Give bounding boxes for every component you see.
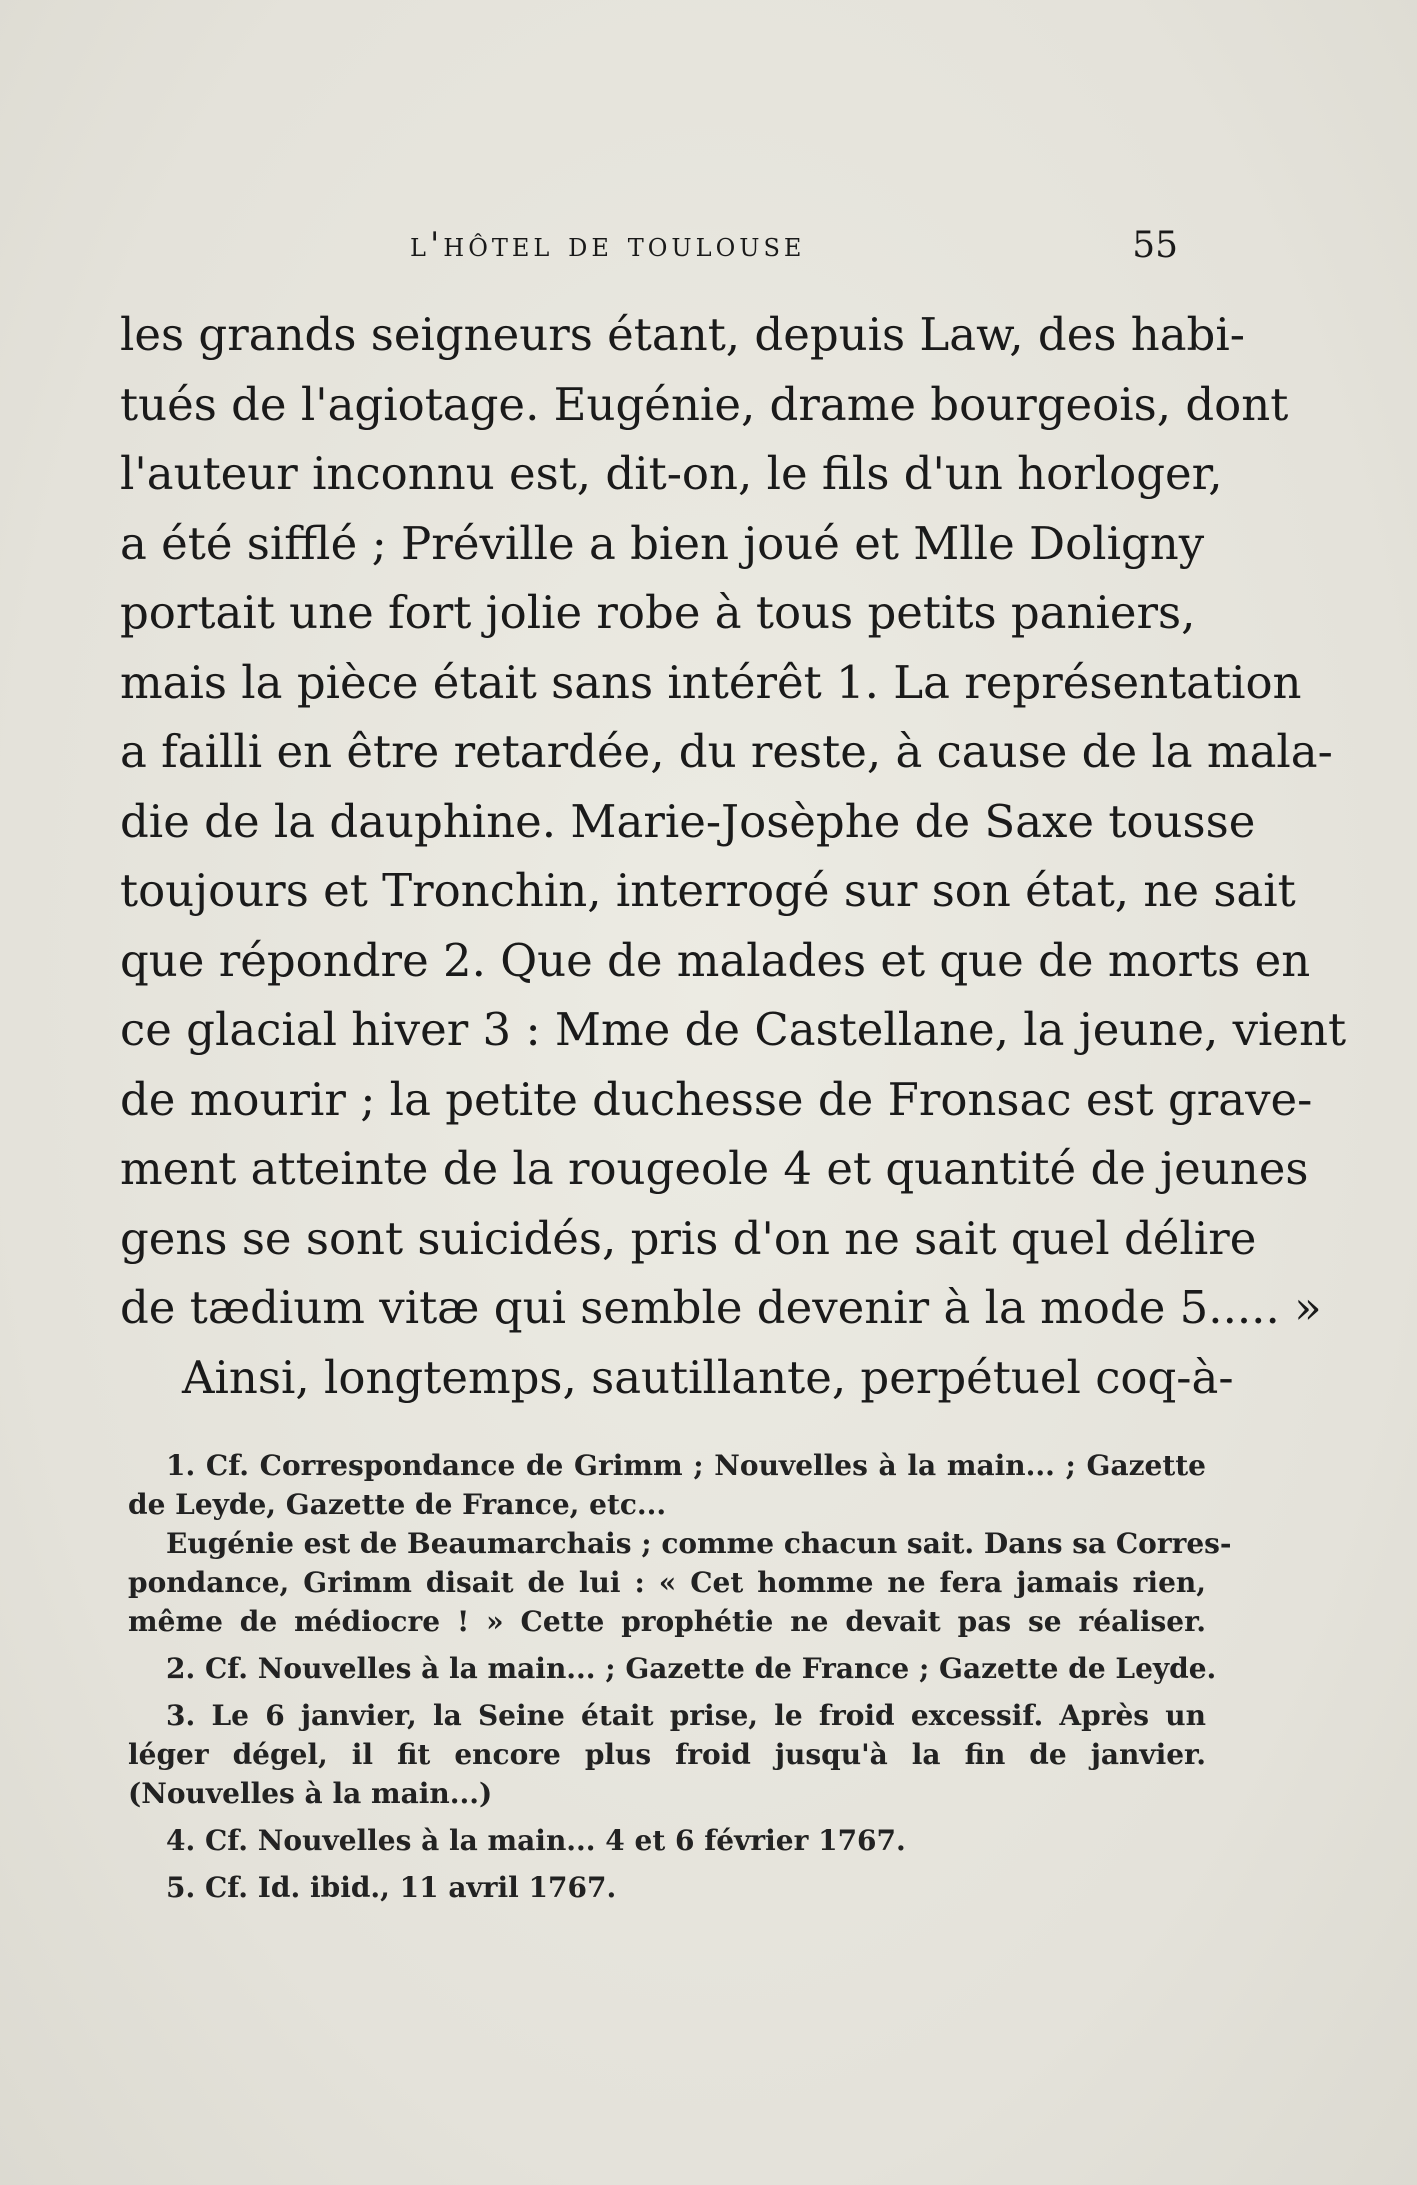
body-line: gens se sont suicidés, pris d'on ne sait quel délire — [120, 1211, 1257, 1265]
body-line: l'auteur inconnu est, dit-on, le fils d'un horloger, — [120, 447, 1223, 500]
running-title: l'hôtel de toulouse — [410, 225, 806, 265]
running-head — [120, 225, 1178, 275]
body-line: ce glacial hiver 3 : Mme de Castellane, la jeune, vient — [120, 1003, 1347, 1056]
body-line: portait une fort jolie robe à tous petits paniers, — [120, 586, 1196, 639]
page-number: 55 — [1132, 225, 1178, 266]
footnote-line: (Nouvelles à la main...) — [128, 1777, 493, 1810]
body-text — [120, 300, 1347, 1412]
body-line: les grands seigneurs étant, depuis Law, des habi- — [120, 308, 1245, 361]
footnote-line: 1. Cf. Correspondance de Grimm ; Nouvelles à la main... ; Gazette — [166, 1449, 1206, 1482]
body-line: ment atteinte de la rougeole 4 et quantité de jeunes — [120, 1142, 1309, 1195]
footnote-line: de Leyde, Gazette de France, etc... — [128, 1488, 667, 1521]
body-line: de mourir ; la petite duchesse de Fronsac est grave- — [120, 1072, 1313, 1126]
body-line: toujours et Tronchin, interrogé sur son état, ne sait — [120, 864, 1296, 917]
footnote-line: 4. Cf. Nouvelles à la main... 4 et 6 février 1767. — [166, 1824, 906, 1857]
footnote-line: Eugénie est de Beaumarchais ; comme chacun sait. Dans sa Corres- — [166, 1527, 1232, 1560]
footnote-line: léger dégel, il fit encore plus froid jusqu'à la fin de janvier. — [128, 1738, 1206, 1771]
footnote-line: 2. Cf. Nouvelles à la main... ; Gazette de France ; Gazette de Leyde. — [166, 1652, 1217, 1685]
footnote-line: même de médiocre ! » Cette prophétie ne devait pas se réaliser. — [128, 1605, 1206, 1638]
body-line: de tædium vitæ qui semble devenir à la mode 5..... » — [120, 1281, 1322, 1334]
footnotes — [128, 1446, 1232, 1907]
body-line: a été sifflé ; Préville a bien joué et Mlle Doligny — [120, 516, 1205, 570]
footnote-line: 3. Le 6 janvier, la Seine était prise, le froid excessif. Après un — [166, 1699, 1206, 1732]
body-line: que répondre 2. Que de malades et que de morts en — [120, 933, 1311, 987]
body-line: tués de l'agiotage. Eugénie, drame bourgeois, dont — [120, 377, 1289, 431]
footnote-line: pondance, Grimm disait de lui : « Cet homme ne fera jamais rien, — [128, 1566, 1206, 1599]
body-line: a failli en être retardée, du reste, à cause de la mala- — [120, 725, 1333, 778]
footnote-line: 5. Cf. Id. ibid., 11 avril 1767. — [166, 1871, 617, 1904]
body-line: mais la pièce était sans intérêt 1. La représentation — [120, 655, 1302, 709]
body-line: die de la dauphine. Marie-Josèphe de Saxe tousse — [120, 794, 1256, 848]
body-line: Ainsi, longtemps, sautillante, perpétuel coq-à- — [182, 1350, 1234, 1404]
